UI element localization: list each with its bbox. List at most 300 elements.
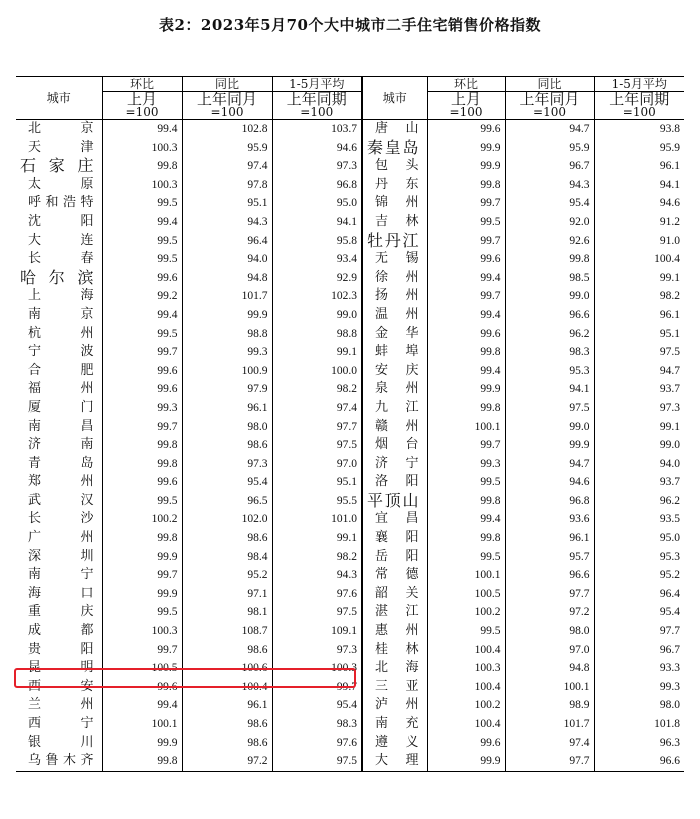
right-avg-value: 91.2 — [594, 213, 684, 232]
right-avg-value: 99.1 — [594, 269, 684, 288]
table-row — [16, 418, 684, 437]
right-mom-value: 100.1 — [427, 418, 505, 437]
left-city-cell: 上海 — [28, 288, 94, 304]
right-city-cell: 扬州 — [362, 287, 427, 306]
right-city-cell: 无锡 — [362, 250, 427, 269]
left-yoy-value: 98.6 — [182, 529, 272, 548]
header-city-right: 城市 — [362, 77, 427, 120]
left-city-cell: 南昌 — [28, 418, 94, 434]
left-mom-value: 99.5 — [102, 194, 182, 213]
left-yoy-value: 94.3 — [182, 213, 272, 232]
right-city-cell: 大理 — [362, 752, 427, 771]
left-mom-value: 99.4 — [102, 696, 182, 715]
left-mom-value: 99.9 — [102, 734, 182, 753]
left-avg-value: 103.7 — [272, 120, 362, 139]
header-avg-right: 1-5月平均 — [594, 77, 684, 92]
left-city-cell: 贵阳 — [28, 641, 94, 657]
table-row — [16, 678, 684, 697]
left-yoy-value: 94.8 — [182, 269, 272, 288]
header-eq-right-2: =100 — [505, 106, 594, 120]
left-avg-value: 102.3 — [272, 287, 362, 306]
left-city-cell: 银川 — [28, 734, 94, 750]
right-avg-value: 91.0 — [594, 232, 684, 251]
left-mom-value: 100.3 — [102, 176, 182, 195]
left-avg-value: 97.5 — [272, 603, 362, 622]
left-city-cell: 宁波 — [28, 344, 94, 360]
right-city-cell: 唐山 — [362, 120, 427, 139]
right-avg-value: 99.0 — [594, 436, 684, 455]
left-city-cell: 青岛 — [28, 455, 94, 471]
right-mom-value: 99.8 — [427, 176, 505, 195]
right-city-cell: 锦州 — [362, 194, 427, 213]
right-mom-value: 99.8 — [427, 492, 505, 511]
right-avg-value: 98.2 — [594, 287, 684, 306]
left-yoy-value: 108.7 — [182, 622, 272, 641]
right-avg-value: 95.0 — [594, 529, 684, 548]
left-avg-value: 95.8 — [272, 232, 362, 251]
right-mom-value: 99.8 — [427, 399, 505, 418]
header-avg-left: 1-5月平均 — [272, 77, 362, 92]
right-mom-value: 100.4 — [427, 641, 505, 660]
left-mom-value: 99.6 — [102, 380, 182, 399]
header-eq-right-1: =100 — [427, 106, 505, 120]
right-yoy-value: 98.0 — [505, 622, 594, 641]
header-mom-right: 环比 — [427, 77, 505, 92]
table-row — [16, 510, 684, 529]
table-row — [16, 232, 684, 251]
left-avg-value: 100.0 — [272, 362, 362, 381]
left-city-cell: 天津 — [28, 139, 94, 155]
left-city-cell: 大连 — [28, 232, 94, 248]
right-avg-value: 94.0 — [594, 455, 684, 474]
right-mom-value: 99.3 — [427, 455, 505, 474]
price-index-table — [16, 76, 684, 772]
left-mom-value: 100.3 — [102, 622, 182, 641]
left-avg-value: 98.2 — [272, 548, 362, 567]
right-city-cell: 泉州 — [362, 380, 427, 399]
right-city-cell: 湛江 — [362, 603, 427, 622]
left-avg-value: 95.5 — [272, 492, 362, 511]
left-avg-value: 98.2 — [272, 380, 362, 399]
right-mom-value: 99.5 — [427, 213, 505, 232]
left-city-cell: 成都 — [28, 623, 94, 639]
table-row — [16, 734, 684, 753]
left-mom-value: 99.7 — [102, 343, 182, 362]
right-avg-value: 95.2 — [594, 566, 684, 585]
right-yoy-value: 98.5 — [505, 269, 594, 288]
right-avg-value: 93.3 — [594, 659, 684, 678]
right-city-cell: 安庆 — [362, 362, 427, 381]
left-city-cell: 长沙 — [28, 511, 94, 527]
right-yoy-value: 95.3 — [505, 362, 594, 381]
table-row — [16, 399, 684, 418]
right-city-cell: 常德 — [362, 566, 427, 585]
right-yoy-value: 94.1 — [505, 380, 594, 399]
right-yoy-value: 100.1 — [505, 678, 594, 697]
table-header — [16, 77, 684, 120]
right-yoy-value: 95.9 — [505, 139, 594, 158]
left-yoy-value: 100.6 — [182, 659, 272, 678]
left-mom-value: 99.5 — [102, 250, 182, 269]
right-yoy-value: 95.4 — [505, 194, 594, 213]
left-city-cell: 济南 — [28, 437, 94, 453]
right-yoy-value: 96.2 — [505, 325, 594, 344]
left-city-cell: 沈阳 — [28, 213, 94, 229]
left-mom-value: 99.4 — [102, 120, 182, 139]
right-mom-value: 99.4 — [427, 510, 505, 529]
left-yoy-value: 97.9 — [182, 380, 272, 399]
left-yoy-value: 102.8 — [182, 120, 272, 139]
right-yoy-value: 97.4 — [505, 734, 594, 753]
left-yoy-value: 95.1 — [182, 194, 272, 213]
left-yoy-value: 94.0 — [182, 250, 272, 269]
right-yoy-value: 99.0 — [505, 418, 594, 437]
right-avg-value: 98.0 — [594, 696, 684, 715]
right-yoy-value: 94.7 — [505, 455, 594, 474]
right-yoy-value: 92.0 — [505, 213, 594, 232]
left-yoy-value: 99.3 — [182, 343, 272, 362]
left-mom-value: 99.6 — [102, 473, 182, 492]
right-yoy-value: 97.5 — [505, 399, 594, 418]
right-yoy-value: 97.2 — [505, 603, 594, 622]
left-city-cell: 北京 — [28, 121, 94, 136]
left-avg-value: 101.0 — [272, 510, 362, 529]
left-avg-value: 96.8 — [272, 176, 362, 195]
right-city-cell: 惠州 — [362, 622, 427, 641]
left-mom-value: 100.5 — [102, 659, 182, 678]
left-yoy-value: 95.2 — [182, 566, 272, 585]
right-avg-value: 93.5 — [594, 510, 684, 529]
left-city-cell: 武汉 — [28, 492, 94, 508]
table-body — [16, 120, 684, 772]
left-avg-value: 92.9 — [272, 269, 362, 288]
table-row — [16, 362, 684, 381]
right-city-cell: 温州 — [362, 306, 427, 325]
right-mom-value: 99.6 — [427, 325, 505, 344]
left-mom-value: 99.2 — [102, 287, 182, 306]
right-city-cell: 襄阳 — [362, 529, 427, 548]
right-city-cell: 三亚 — [362, 678, 427, 697]
right-yoy-value: 97.0 — [505, 641, 594, 660]
left-mom-value: 100.1 — [102, 715, 182, 734]
left-city-cell: 郑州 — [28, 474, 94, 490]
right-city-cell: 泸州 — [362, 696, 427, 715]
left-yoy-value: 100.9 — [182, 362, 272, 381]
left-yoy-value: 97.4 — [182, 157, 272, 176]
left-mom-value: 100.2 — [102, 510, 182, 529]
right-mom-value: 99.7 — [427, 232, 505, 251]
left-mom-value: 99.6 — [102, 362, 182, 381]
right-mom-value: 99.9 — [427, 380, 505, 399]
left-avg-value: 97.3 — [272, 641, 362, 660]
left-avg-value: 94.1 — [272, 213, 362, 232]
left-avg-value: 97.5 — [272, 752, 362, 771]
right-mom-value: 100.3 — [427, 659, 505, 678]
right-mom-value: 99.5 — [427, 473, 505, 492]
right-city-cell: 遵义 — [362, 734, 427, 753]
left-yoy-value: 96.1 — [182, 696, 272, 715]
right-city-cell: 牡丹江 — [362, 232, 427, 251]
right-avg-value: 96.2 — [594, 492, 684, 511]
right-city-cell: 赣州 — [362, 418, 427, 437]
left-avg-value: 109.1 — [272, 622, 362, 641]
left-avg-value: 98.3 — [272, 715, 362, 734]
right-yoy-value: 94.3 — [505, 176, 594, 195]
right-yoy-value: 96.8 — [505, 492, 594, 511]
left-mom-value: 99.8 — [102, 752, 182, 771]
right-avg-value: 96.1 — [594, 306, 684, 325]
left-avg-value: 97.4 — [272, 399, 362, 418]
left-mom-value: 99.6 — [102, 678, 182, 697]
right-avg-value: 96.3 — [594, 734, 684, 753]
left-mom-value: 99.8 — [102, 436, 182, 455]
table-row — [16, 752, 684, 771]
left-yoy-value: 98.6 — [182, 436, 272, 455]
right-yoy-value: 94.7 — [505, 120, 594, 139]
right-city-cell: 宜昌 — [362, 510, 427, 529]
left-avg-value: 93.4 — [272, 250, 362, 269]
left-city-cell: 石家庄 — [20, 156, 94, 176]
left-city-cell: 合肥 — [28, 362, 94, 378]
right-yoy-value: 94.6 — [505, 473, 594, 492]
right-yoy-value: 96.6 — [505, 566, 594, 585]
table-row — [16, 622, 684, 641]
left-avg-value: 99.1 — [272, 529, 362, 548]
left-city-cell: 乌鲁木齐 — [16, 752, 102, 771]
table-row — [16, 269, 684, 288]
left-yoy-value: 96.4 — [182, 232, 272, 251]
left-yoy-value: 98.0 — [182, 418, 272, 437]
right-city-cell: 桂林 — [362, 641, 427, 660]
left-city-cell: 深圳 — [28, 548, 94, 564]
right-avg-value: 93.7 — [594, 473, 684, 492]
header-eq-left-2: =100 — [182, 106, 272, 120]
right-mom-value: 100.4 — [427, 715, 505, 734]
right-mom-value: 99.9 — [427, 752, 505, 771]
table-row — [16, 306, 684, 325]
left-avg-value: 97.3 — [272, 157, 362, 176]
right-city-cell: 洛阳 — [362, 473, 427, 492]
left-yoy-value: 97.3 — [182, 455, 272, 474]
left-city-cell: 南京 — [28, 306, 94, 322]
table-row — [16, 566, 684, 585]
right-mom-value: 99.4 — [427, 269, 505, 288]
right-avg-value: 95.9 — [594, 139, 684, 158]
right-mom-value: 99.6 — [427, 250, 505, 269]
right-city-cell: 蚌埠 — [362, 343, 427, 362]
table-row — [16, 455, 684, 474]
header-mom-base-right: 上月 — [427, 92, 505, 107]
table-row — [16, 213, 684, 232]
right-yoy-value: 93.6 — [505, 510, 594, 529]
right-yoy-value: 95.7 — [505, 548, 594, 567]
left-mom-value: 99.5 — [102, 492, 182, 511]
right-avg-value: 94.7 — [594, 362, 684, 381]
left-yoy-value: 96.5 — [182, 492, 272, 511]
right-yoy-value: 96.1 — [505, 529, 594, 548]
left-avg-value: 99.1 — [272, 343, 362, 362]
left-mom-value: 99.7 — [102, 566, 182, 585]
left-mom-value: 99.6 — [102, 269, 182, 288]
left-yoy-value: 99.9 — [182, 306, 272, 325]
left-city-cell: 呼和浩特 — [28, 195, 94, 211]
right-city-cell: 岳阳 — [362, 548, 427, 567]
right-city-cell: 金华 — [362, 325, 427, 344]
table-row — [16, 529, 684, 548]
right-mom-value: 99.6 — [427, 734, 505, 753]
left-avg-value: 100.3 — [272, 659, 362, 678]
table-row — [16, 696, 684, 715]
left-mom-value: 99.9 — [102, 548, 182, 567]
right-avg-value: 95.4 — [594, 603, 684, 622]
left-avg-value: 97.5 — [272, 436, 362, 455]
header-eq-left-1: =100 — [102, 106, 182, 120]
right-avg-value: 99.1 — [594, 418, 684, 437]
table-row — [16, 380, 684, 399]
right-yoy-value: 99.0 — [505, 287, 594, 306]
left-yoy-value: 98.6 — [182, 641, 272, 660]
right-city-cell: 丹东 — [362, 176, 427, 195]
left-avg-value: 94.3 — [272, 566, 362, 585]
left-yoy-value: 101.7 — [182, 287, 272, 306]
right-avg-value: 99.3 — [594, 678, 684, 697]
table-row — [16, 436, 684, 455]
header-mom-base-left: 上月 — [102, 92, 182, 107]
right-avg-value: 100.4 — [594, 250, 684, 269]
right-avg-value: 96.1 — [594, 157, 684, 176]
right-mom-value: 99.9 — [427, 157, 505, 176]
table-row — [16, 120, 684, 139]
right-mom-value: 100.1 — [427, 566, 505, 585]
header-yoy-base-right: 上年同月 — [505, 92, 594, 107]
left-mom-value: 99.8 — [102, 157, 182, 176]
header-yoy-right: 同比 — [505, 77, 594, 92]
left-mom-value: 99.5 — [102, 325, 182, 344]
right-avg-value: 96.4 — [594, 585, 684, 604]
header-eq-right-3: =100 — [594, 106, 684, 120]
left-yoy-value: 98.4 — [182, 548, 272, 567]
left-city-cell: 杭州 — [28, 325, 94, 341]
left-yoy-value: 97.1 — [182, 585, 272, 604]
right-yoy-value: 96.6 — [505, 306, 594, 325]
left-yoy-value: 96.1 — [182, 399, 272, 418]
right-avg-value: 94.1 — [594, 176, 684, 195]
right-mom-value: 99.8 — [427, 343, 505, 362]
right-city-cell: 九江 — [362, 399, 427, 418]
table-row — [16, 287, 684, 306]
left-city-cell: 哈尔滨 — [20, 267, 94, 287]
right-city-cell: 包头 — [362, 157, 427, 176]
table-row — [16, 659, 684, 678]
right-yoy-value: 101.7 — [505, 715, 594, 734]
table-row — [16, 157, 684, 176]
right-mom-value: 99.4 — [427, 362, 505, 381]
left-mom-value: 99.8 — [102, 529, 182, 548]
right-avg-value: 96.6 — [594, 752, 684, 771]
right-mom-value: 99.9 — [427, 139, 505, 158]
left-avg-value: 97.0 — [272, 455, 362, 474]
right-city-cell: 南充 — [362, 715, 427, 734]
right-yoy-value: 99.9 — [505, 436, 594, 455]
left-mom-value: 99.4 — [102, 306, 182, 325]
right-avg-value: 93.7 — [594, 380, 684, 399]
right-mom-value: 99.4 — [427, 306, 505, 325]
right-yoy-value: 94.8 — [505, 659, 594, 678]
left-city-cell: 西安 — [28, 678, 94, 694]
left-avg-value: 95.0 — [272, 194, 362, 213]
right-mom-value: 99.7 — [427, 194, 505, 213]
table-row — [16, 603, 684, 622]
right-city-cell: 徐州 — [362, 269, 427, 288]
header-avg-base-left: 上年同期 — [272, 92, 362, 107]
left-yoy-value: 97.8 — [182, 176, 272, 195]
left-avg-value: 99.7 — [272, 678, 362, 697]
right-city-cell: 秦皇岛 — [362, 139, 427, 158]
right-city-cell: 韶关 — [362, 585, 427, 604]
right-mom-value: 100.5 — [427, 585, 505, 604]
right-avg-value: 95.3 — [594, 548, 684, 567]
left-city-cell: 重庆 — [28, 604, 94, 620]
left-city-cell: 太原 — [28, 176, 94, 192]
right-mom-value: 99.7 — [427, 287, 505, 306]
left-avg-value: 97.6 — [272, 734, 362, 753]
right-mom-value: 100.2 — [427, 696, 505, 715]
right-yoy-value: 96.7 — [505, 157, 594, 176]
right-yoy-value: 97.7 — [505, 585, 594, 604]
right-mom-value: 99.6 — [427, 120, 505, 139]
header-yoy-left: 同比 — [182, 77, 272, 92]
right-avg-value: 97.3 — [594, 399, 684, 418]
right-avg-value: 96.7 — [594, 641, 684, 660]
table-row — [16, 585, 684, 604]
left-mom-value: 99.8 — [102, 455, 182, 474]
left-city-cell: 海口 — [28, 585, 94, 601]
left-mom-value: 99.3 — [102, 399, 182, 418]
header-yoy-base-left: 上年同月 — [182, 92, 272, 107]
left-city-cell: 长春 — [28, 251, 94, 267]
right-mom-value: 100.2 — [427, 603, 505, 622]
right-mom-value: 99.7 — [427, 436, 505, 455]
page-title: 表2：2023年5月70个大中城市二手住宅销售价格指数 — [159, 16, 541, 34]
right-avg-value: 95.1 — [594, 325, 684, 344]
left-city-cell: 广州 — [28, 530, 94, 546]
right-mom-value: 99.5 — [427, 622, 505, 641]
header-eq-left-3: =100 — [272, 106, 362, 120]
left-yoy-value: 98.6 — [182, 715, 272, 734]
left-avg-value: 97.7 — [272, 418, 362, 437]
header-avg-base-right: 上年同期 — [594, 92, 684, 107]
table-row — [16, 325, 684, 344]
table-row — [16, 548, 684, 567]
left-city-cell: 西宁 — [28, 716, 94, 731]
right-avg-value: 93.8 — [594, 120, 684, 139]
right-yoy-value: 99.8 — [505, 250, 594, 269]
left-mom-value: 99.4 — [102, 213, 182, 232]
left-city-cell: 厦门 — [28, 399, 94, 415]
right-avg-value: 97.7 — [594, 622, 684, 641]
right-mom-value: 99.5 — [427, 548, 505, 567]
left-yoy-value: 98.8 — [182, 325, 272, 344]
table-row — [16, 250, 684, 269]
right-yoy-value: 98.9 — [505, 696, 594, 715]
left-city-cell: 兰州 — [28, 697, 94, 713]
right-city-cell: 吉林 — [362, 213, 427, 232]
right-city-cell: 平顶山 — [362, 492, 427, 511]
right-avg-value: 101.8 — [594, 715, 684, 734]
left-mom-value: 99.9 — [102, 585, 182, 604]
table-row — [16, 641, 684, 660]
left-yoy-value: 97.2 — [182, 752, 272, 771]
